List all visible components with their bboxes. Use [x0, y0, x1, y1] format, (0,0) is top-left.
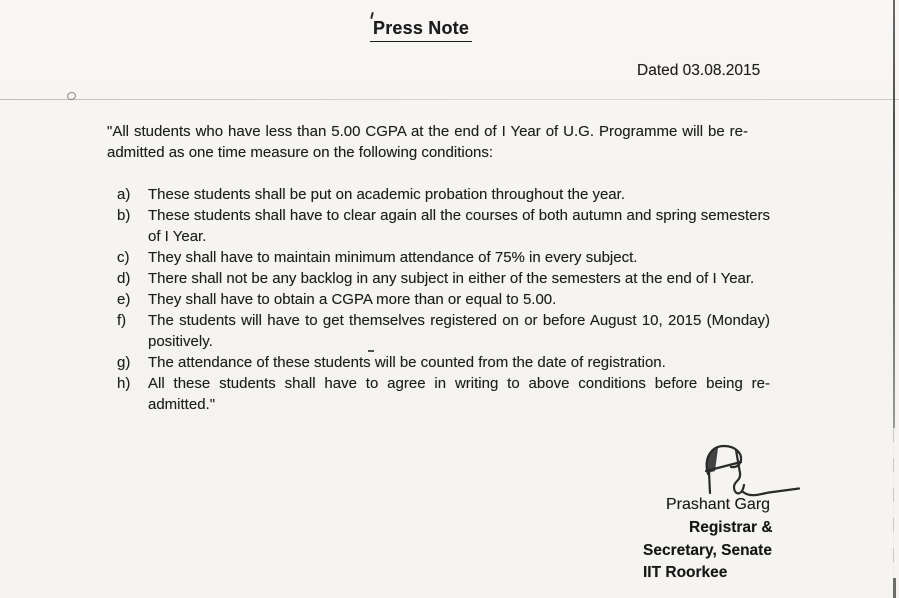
condition-text: The attendance of these students will be counted from the date of registration. [148, 354, 666, 371]
condition-item-c [117, 247, 777, 268]
condition-item-a [117, 184, 777, 205]
scan-corner-mark [893, 578, 896, 598]
condition-text: There shall not be any backlog in any subject in either of the semesters at the end of I Year. [148, 270, 755, 287]
signatory-institute: IIT Roorkee [643, 564, 728, 581]
intro-paragraph: "All students who have less than 5.00 CGPA at the end of I Year of U.G. Programme will be re-admitted as one time measure on the following conditions: [107, 123, 748, 161]
condition-label: h) [117, 375, 131, 392]
signatory-title-registrar: Registrar & [689, 519, 773, 536]
page-title: Press Note [370, 18, 472, 42]
condition-item-g [117, 352, 777, 373]
condition-text: They shall have to obtain a CGPA more than or equal to 5.00. [148, 291, 557, 308]
scan-page-edge-line-faint [893, 428, 894, 578]
condition-item-e [117, 289, 777, 310]
date-line: Dated 03.08.2015 [637, 62, 761, 79]
condition-label: g) [117, 354, 131, 371]
condition-text: The students will have to get themselves registered on or before August 10, 2015 (Monday) positively. [148, 312, 770, 350]
condition-text: These students shall have to clear again all the courses of both autumn and spring semesters of I Year. [148, 207, 770, 245]
scan-page-edge-line [893, 0, 895, 428]
condition-item-d [117, 268, 777, 289]
conditions-list [117, 184, 777, 415]
condition-label: f) [117, 312, 127, 329]
condition-text: These students shall be put on academic probation throughout the year. [148, 186, 625, 203]
condition-text: They shall have to maintain minimum attendance of 75% in every subject. [148, 249, 638, 266]
condition-label: b) [117, 207, 131, 224]
signatory-name: Prashant Garg [666, 496, 771, 513]
signatory-title-secretary: Secretary, Senate [643, 542, 772, 559]
condition-label: a) [117, 186, 131, 203]
condition-item-h [117, 373, 777, 415]
condition-label: d) [117, 270, 131, 287]
condition-item-f [117, 310, 777, 352]
condition-text: All these students shall have to agree in writing to above conditions before being re-admitted." [148, 375, 770, 413]
condition-label: e) [117, 291, 131, 308]
scan-seam-line [0, 99, 899, 100]
condition-label: c) [117, 249, 130, 266]
condition-item-b [117, 205, 777, 247]
